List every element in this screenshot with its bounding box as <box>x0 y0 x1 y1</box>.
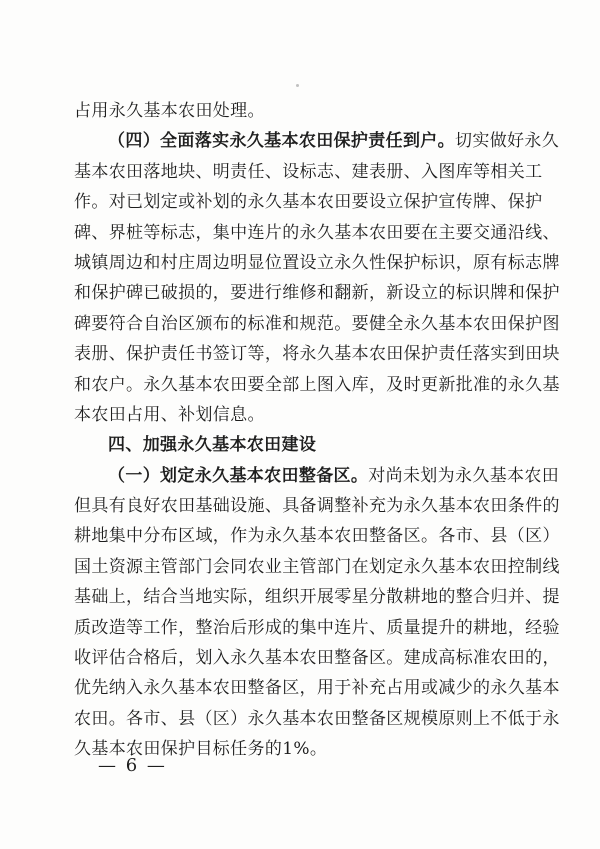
line-text: 基础上，结合当地实际，组织开展零星分散耕地的整合归并、提 <box>74 587 560 608</box>
body-line <box>74 521 560 551</box>
line-text: 对尚未划为永久基本农田 <box>368 465 560 486</box>
line-text: 作。对已划定或补划的永久基本农田要设立保护宣传牌、保护 <box>74 192 543 213</box>
body-line <box>74 400 526 430</box>
body-line <box>74 126 560 156</box>
line-text: 耕地集中分布区域，作为永久基本农田整备区。各市、县（区） <box>74 526 560 547</box>
body-line <box>74 461 560 491</box>
line-text: 质改造等工作，整治后形成的集中连片、质量提升的耕地，经验 <box>74 617 560 638</box>
body-line <box>74 582 560 612</box>
body-line <box>74 491 560 521</box>
section-heading <box>74 430 526 460</box>
line-text: 表册、保护责任书签订等，将永久基本农田保护责任落实到田块 <box>74 344 560 365</box>
line-text: 收评估合格后，划入永久基本农田整备区。建成高标准农田的， <box>74 648 560 669</box>
line-text: 碑要符合自治区颁布的标准和规范。要健全永久基本农田保护图 <box>74 313 560 334</box>
body-line <box>74 339 560 369</box>
line-text: 久基本农田保护目标任务的1%。 <box>74 739 328 760</box>
line-text: 本农田占用、补划信息。 <box>74 404 265 425</box>
body-line <box>74 218 560 248</box>
item-lead: （四）全面落实永久基本农田保护责任到户。 <box>108 131 455 152</box>
body-line <box>74 552 560 582</box>
body-line <box>74 96 526 126</box>
body-line <box>74 370 560 400</box>
line-text: 碑、界桩等标志，集中连片的永久基本农田要在主要交通沿线、 <box>74 222 560 243</box>
document-body <box>74 96 560 765</box>
line-text: 但具有良好农田基础设施、具备调整补充为永久基本农田条件的 <box>74 496 560 517</box>
body-line <box>74 613 560 643</box>
line-text: 优先纳入永久基本农田整备区，用于补充占用或减少的永久基本 <box>74 678 560 699</box>
line-text: 农田。各市、县（区）永久基本农田整备区规模原则上不低于永 <box>74 708 560 729</box>
line-text: 城镇周边和村庄周边明显位置设立永久性保护标识，原有标志牌 <box>74 252 560 273</box>
body-line <box>74 157 543 187</box>
line-text: 基本农田落地块、明责任、设标志、建表册、入图库等相关工 <box>74 161 543 182</box>
heading-text: 四、加强永久基本农田建设 <box>108 435 317 456</box>
body-line <box>74 187 543 217</box>
body-line <box>74 309 560 339</box>
line-text: 国土资源主管部门会同农业主管部门在划定永久基本农田控制线 <box>74 556 560 577</box>
body-line <box>74 673 560 703</box>
line-text: 和保护碑已破损的，要进行维修和翻新，新设立的标识牌和保护 <box>74 283 560 304</box>
page-number: — 6 — <box>98 755 167 776</box>
line-text: 切实做好永久 <box>455 131 560 152</box>
body-line <box>74 704 560 734</box>
scan-speck <box>296 84 299 87</box>
item-lead: （一）划定永久基本农田整备区。 <box>108 465 369 486</box>
body-line <box>74 248 560 278</box>
line-text: 和农户。永久基本农田要全部上图入库，及时更新批准的永久基 <box>74 374 560 395</box>
line-text: 占用永久基本农田处理。 <box>74 101 265 121</box>
body-line <box>74 643 560 673</box>
body-line <box>74 278 560 308</box>
